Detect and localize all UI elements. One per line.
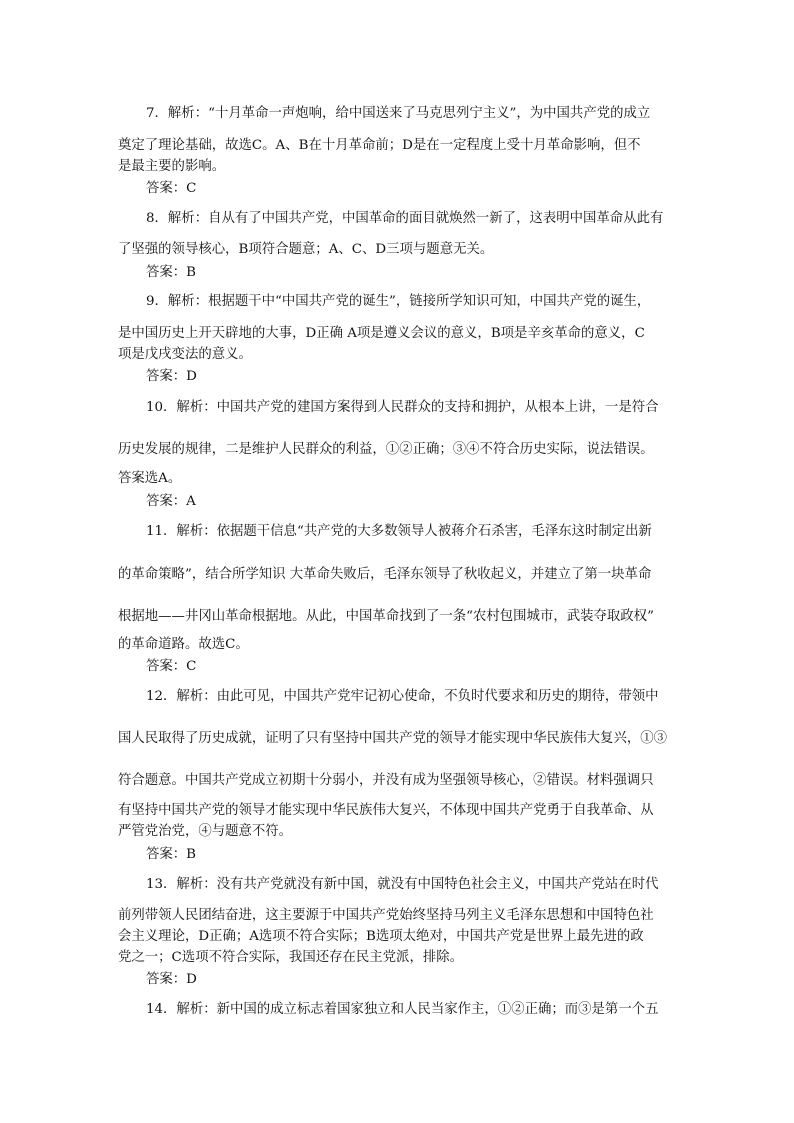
answer-10-analysis-line-2: 历史发展的规律，二是维护人民群众的利益，①②正确；③④不符合历史实际，说法错误。 [118,442,654,457]
answer-9-result: 答案：D [146,369,197,384]
answer-13-analysis-line-3: 会主义理论，D正确；A选项不符合实际；B选项太绝对，中国共产党是世界上最先进的政 [118,929,644,944]
answer-12-analysis-line-5: 严管党治党，④与题意不符。 [118,824,293,839]
answer-11-result: 答案：C [146,659,197,674]
answer-12-analysis-line-2: 国人民取得了历史成就，证明了只有坚持中国共产党的领导才能实现中华民族伟大复兴，①③ [118,731,668,746]
answer-13-analysis-line-4: 党之一；C选项不符合实际，我国还存在民主党派，排除。 [118,950,464,965]
answer-12-analysis-line-4: 有坚持中国共产党的领导才能实现中华民族伟大复兴，不体现中国共产党勇于自我革命、从 [118,803,654,818]
answer-9-analysis-line-1: 9．解析：根据题干中“中国共产党的诞生”，链接所学知识可知，中国共产党的诞生， [146,294,651,309]
answer-8-analysis-line-1: 8．解析：自从有了中国共产党，中国革命的面目就焕然一新了，这表明中国革命从此有 [146,211,664,226]
answer-12-analysis-line-1: 12．解析：由此可见，中国共产党牢记初心使命，不负时代要求和历史的期待，带领中 [146,689,659,704]
answer-13-result: 答案：D [146,972,197,987]
answer-10-result: 答案：A [146,494,196,509]
answer-12-analysis-line-3: 符合题意。中国共产党成立初期十分弱小，并没有成为坚强领导核心，②错误。材料强调只 [118,773,654,788]
answer-8-result: 答案：B [146,265,197,280]
answer-7-analysis-line-3: 是最主要的影响。 [118,159,226,174]
answer-7-analysis-line-1: 7．解析：“十月革命一声炮响，给中国送来了马克思列宁主义”，为中国共产党的成立 [146,106,651,121]
answer-13-analysis-line-1: 13．解析：没有共产党就没有新中国，就没有中国特色社会主义，中国共产党站在时代 [146,877,659,892]
answer-11-analysis-line-4: 的革命道路。故选C。 [118,637,249,652]
answer-9-analysis-line-3: 项是戊戌变法的意义。 [118,347,252,362]
answer-10-analysis-line-1: 10．解析：中国共产党的建国方案得到人民群众的支持和拥护，从根本上讲，一是符合 [146,400,659,415]
answer-7-result: 答案：C [146,181,197,196]
answer-9-analysis-line-2: 是中国历史上开天辟地的大事，D正确 A项是遵义会议的意义，B项是辛亥革命的意义，C [118,326,645,341]
answer-14-analysis-line-1: 14．解析：新中国的成立标志着国家独立和人民当家作主，①②正确；而③是第一个五 [146,1002,659,1017]
answer-10-analysis-line-3: 答案选A。 [118,471,182,486]
answer-13-analysis-line-2: 前列带领人民团结奋进，这主要源于中国共产党始终坚持马列主义毛泽东思想和中国特色社 [118,908,654,923]
answer-7-analysis-line-2: 奠定了理论基础，故选C。A、B在十月革命前；D是在一定程度上受十月革命影响，但不 [118,138,641,153]
answer-12-result: 答案：B [146,847,197,862]
answer-11-analysis-line-3: 根据地——井冈山革命根据地。从此，中国革命找到了一条“农村包围城市，武装夺取政权” [118,609,654,624]
answer-8-analysis-line-2: 了坚强的领导核心，B项符合题意；A、C、D三项与题意无关。 [118,242,494,257]
answer-11-analysis-line-2: 的革命策略”，结合所学知识 大革命失败后，毛泽东领导了秋收起义，并建立了第一块革命 [118,567,652,582]
answer-11-analysis-line-1: 11．解析：依据题干信息“共产党的大多数领导人被蒋介石杀害，毛泽东这时制定出新 [146,524,652,539]
